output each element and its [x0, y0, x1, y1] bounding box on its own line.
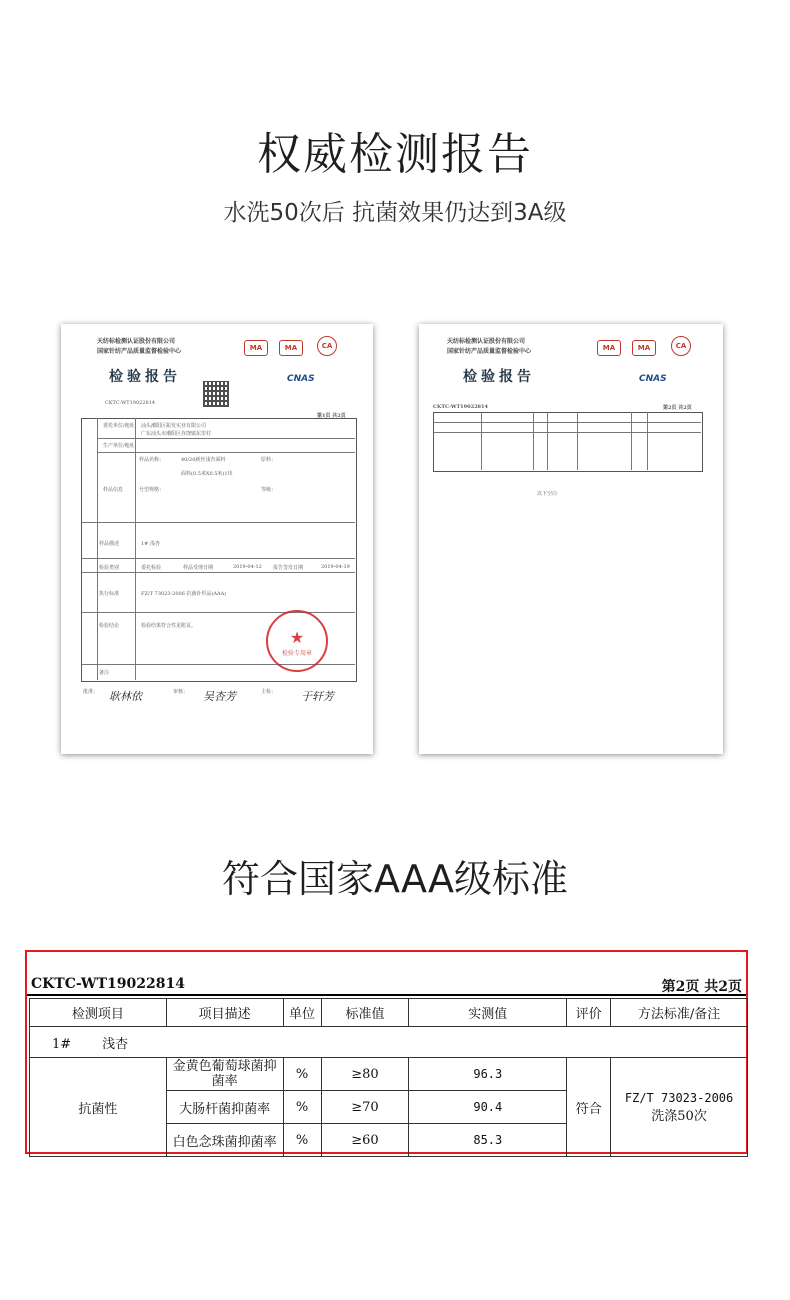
measured-cell: 90.4: [409, 1091, 567, 1124]
table-header-row: [30, 999, 748, 1027]
sample-desc: 1# 浅杏: [141, 541, 160, 547]
evaluation-cell: 符合: [567, 1058, 611, 1157]
org-name: 天纺标检测认证股份有限公司: [97, 338, 176, 345]
org-center: 国家针纺产品质量监督检验中心: [97, 348, 182, 355]
page-indicator: 第2页 共2页: [663, 405, 692, 411]
sample-name: 40/20新丝浅杏面料: [181, 457, 226, 463]
sample-name-label: 样品名称：: [139, 457, 165, 463]
description-cell: 大肠杆菌抑菌率: [166, 1091, 283, 1124]
report-table-mini: [433, 412, 703, 472]
page-info: 第2页 共2页: [661, 979, 742, 995]
unit-cell: %: [283, 1124, 321, 1157]
approver-signature: 耿林依: [109, 690, 142, 703]
sample-info-label: 样品信息: [103, 487, 124, 493]
manufacturer-label: 生产单位/地址: [103, 443, 135, 449]
col-header-unit: 单位: [283, 999, 321, 1027]
org-name: 天纺标检测认证股份有限公司: [447, 338, 526, 345]
standard-cell: ≥60: [321, 1124, 409, 1157]
page-indicator: 第1页 共2页: [317, 413, 346, 419]
cnas-logo: CNAS: [639, 374, 667, 384]
col-header-measured: 实测值: [409, 999, 567, 1027]
issued-date: 2019-04-19: [321, 564, 350, 570]
report-title: 检验报告: [463, 369, 535, 385]
inspection-stamp: ★ 检验专用章: [266, 610, 328, 672]
received-label: 样品受理日期: [183, 565, 214, 571]
conclusion-value: 检验结果符合性见附页。: [141, 623, 197, 629]
cal-logo: CA: [671, 336, 691, 356]
cma-logo: MA: [597, 340, 621, 356]
table-row: [30, 1058, 748, 1091]
report-header: [27, 976, 746, 996]
client-address: 广东汕头市潮阳区谷饶镇东里村: [141, 431, 212, 437]
inspector-label: 主检：: [261, 689, 277, 695]
cnas-logo: CNAS: [287, 374, 315, 384]
report-number: CKTC-WT19022814: [433, 404, 488, 410]
sample-name: 浅杏: [102, 1036, 129, 1052]
grade-label: 等级：: [261, 487, 277, 493]
model-label: 号型规格：: [139, 487, 165, 493]
org-center: 国家针纺产品质量监督检验中心: [447, 348, 532, 355]
col-header-method: 方法标准/备注: [611, 999, 748, 1027]
conclusion-label: 检验结论: [99, 623, 120, 629]
cal-logo: CA: [317, 336, 337, 356]
standard-value: FZ/T 73023-2006 抗菌针织品(AAA): [141, 591, 227, 597]
reviewer-signature: 吴杏芳: [203, 690, 236, 703]
material-label: 原料：: [261, 457, 277, 463]
review-label: 审核：: [173, 689, 189, 695]
remark-label: 备注: [99, 670, 110, 676]
page-title: 权威检测报告: [257, 129, 533, 180]
result-table: [29, 998, 748, 1157]
measured-cell: 85.3: [409, 1124, 567, 1157]
inspector-signature: 于轩芳: [301, 690, 334, 703]
stamp-text: 检验专用章: [281, 650, 312, 657]
method-cell: [611, 1058, 748, 1157]
highlighted-report-detail: [25, 950, 748, 1154]
report-image-page-2: [419, 324, 723, 754]
cma-logo-2: MA: [632, 340, 656, 356]
report-image-page-1: [61, 324, 373, 754]
qr-code: [203, 381, 229, 407]
col-header-standard: 标准值: [321, 999, 409, 1027]
measured-cell: 96.3: [409, 1058, 567, 1091]
col-header-evaluation: 评价: [567, 999, 611, 1027]
report-number: CKTC-WT19022814: [31, 976, 185, 992]
page-subtitle: 水洗50次后 抗菌效果仍达到3A级: [223, 200, 567, 226]
end-note: 以下空白: [537, 491, 558, 497]
method-note: 洗涤50次: [651, 1108, 707, 1124]
col-header-test-item: 检测项目: [30, 999, 167, 1027]
description-cell: 金黄色葡萄球菌抑菌率: [166, 1058, 283, 1091]
report-title: 检验报告: [109, 369, 181, 385]
standard-cell: ≥70: [321, 1091, 409, 1124]
sample-id: 1#: [52, 1036, 72, 1052]
unit-cell: %: [283, 1058, 321, 1091]
header-rule: [27, 994, 746, 996]
report-number: CKTC-WT19022814: [105, 400, 156, 406]
method-standard: FZ/T 73023-2006: [624, 1090, 734, 1105]
sample-row: [30, 1027, 748, 1058]
client-label: 委托单位/地址: [103, 423, 135, 429]
sample-cell: [30, 1027, 748, 1058]
standard-heading: 符合国家AAA级标准: [221, 857, 569, 901]
spec-value: 面料(0.5米X0.5米)1块: [181, 471, 233, 477]
description-cell: 白色念珠菌抑菌率: [166, 1124, 283, 1157]
col-header-description: 项目描述: [166, 999, 283, 1027]
client-value: 汕头潮阳区振发实业有限公司: [141, 423, 207, 429]
test-type-label: 检验类别: [99, 565, 120, 571]
sample-desc-label: 样品描述: [99, 541, 120, 547]
issued-label: 报告签发日期: [273, 565, 304, 571]
cma-logo-2: MA: [279, 340, 303, 356]
test-type: 委托检验: [141, 565, 162, 571]
standard-cell: ≥80: [321, 1058, 409, 1091]
unit-cell: %: [283, 1091, 321, 1124]
standard-label: 执行标准: [99, 591, 120, 597]
category-cell: 抗菌性: [30, 1058, 167, 1157]
cma-logo: MA: [244, 340, 268, 356]
approve-label: 批准：: [83, 689, 99, 695]
received-date: 2019-04-12: [233, 564, 262, 570]
